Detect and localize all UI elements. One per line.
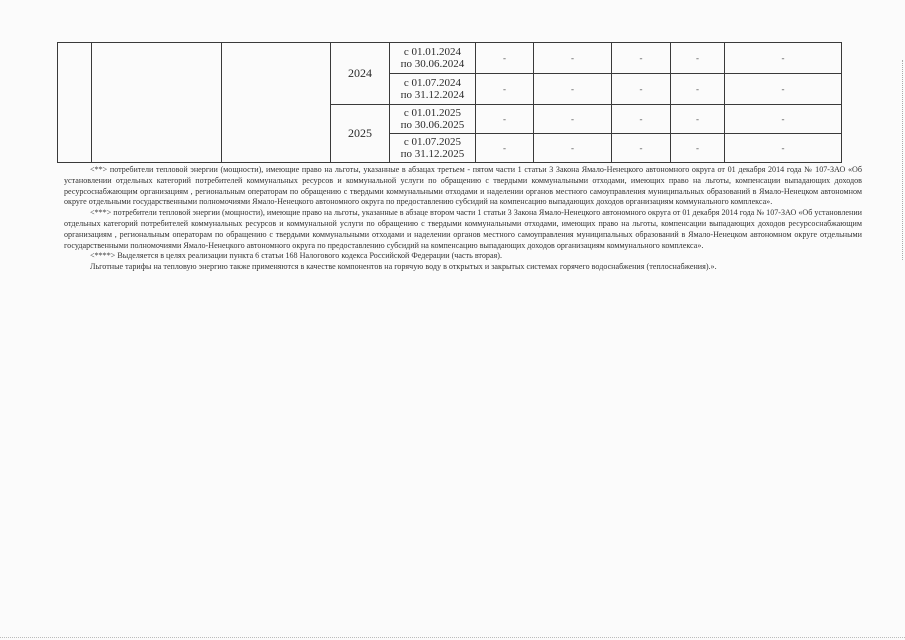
period-from: с 01.07.2024: [403, 77, 462, 89]
period-cell: [390, 74, 476, 105]
period-from: с 01.01.2025: [403, 107, 462, 119]
table-cell-empty: [92, 43, 222, 163]
table-row: [58, 43, 842, 74]
period-to: по 30.06.2025: [400, 119, 465, 131]
value-cell: -: [725, 134, 842, 163]
value-cell: -: [476, 74, 534, 105]
footnote-double-asterisk: <**> потребители тепловой энергии (мощности), имеющие право на льготы, указанные в абзацах третьем - пятом части 1 статьи 3 Закона Ямало-Ненецкого автономного округа от 01 декабря 2014 года № 107-ЗАО «Об установлении отдельных категорий потребителей коммунальных ресурсов и коммунальной услуги по обращению с твердыми коммунальными отходами, имеющих право на льготы, компенсации выпадающих доходов ресурсоснабжающим организациям , региональным операторам по обращению с твердыми коммунальными отходами и наделении органов местного самоуправления муниципальных образований в Ямало-Ненецком автономном округе отдельными государственными полномочиями Ямало-Ненецкого автономного округа по предоставлению субсидий на компенсацию выпадающих доходов организациям коммунального комплекса».: [64, 165, 862, 207]
scan-edge-bottom: [0, 636, 905, 638]
value-cell: -: [534, 105, 612, 134]
value-cell: -: [671, 74, 725, 105]
footnote-triple-asterisk: <***> потребители тепловой энергии (мощности), имеющие право на льготы, указанные в абзаце втором части 1 статьи 3 Закона Ямало-Ненецкого автономного округа от 01 декабря 2014 года № 107-ЗАО «Об установлении отдельных категорий потребителей коммунальных ресурсов и коммунальной услуги по обращению с твердыми коммунальными отходами, имеющих право на льготы, компенсации выпадающих доходов ресурсоснабжающим организациям , региональным операторам по обращению с твердыми коммунальными отходами и наделении органов местного самоуправления муниципальных образований в Ямало-Ненецком автономном округе отдельными государственными полномочиями Ямало-Ненецкого автономного округа по предоставлению субсидий на компенсацию выпадающих доходов организациям коммунального комплекса».: [64, 208, 862, 250]
period-to: по 31.12.2024: [400, 89, 465, 101]
table-cell-empty: [58, 43, 92, 163]
scan-edge-right: [901, 60, 903, 260]
period-cell: [390, 105, 476, 134]
period-from: с 01.01.2024: [403, 46, 462, 58]
footnote-closing: Льготные тарифы на тепловую энергию также применяются в качестве компонентов на горячую воду в открытых и закрытых системах горячего водоснабжения (теплоснабжения).».: [90, 262, 717, 272]
value-cell: -: [534, 74, 612, 105]
year-cell: 2024: [331, 43, 390, 105]
value-cell: -: [612, 105, 671, 134]
footnotes: [64, 165, 862, 273]
period-cell: [390, 134, 476, 163]
value-cell: -: [612, 134, 671, 163]
value-cell: -: [725, 43, 842, 74]
value-cell: -: [534, 134, 612, 163]
period-from: с 01.07.2025: [403, 136, 462, 148]
value-cell: -: [671, 43, 725, 74]
period-to: по 31.12.2025: [400, 148, 465, 160]
value-cell: -: [671, 134, 725, 163]
footnote-quad-asterisk: <****> Выделяется в целях реализации пункта 6 статьи 168 Налогового кодекса Российской Федерации (часть вторая).: [90, 251, 502, 261]
table-cell-empty: [222, 43, 331, 163]
period-cell: [390, 43, 476, 74]
value-cell: -: [476, 134, 534, 163]
value-cell: -: [476, 105, 534, 134]
value-cell: -: [612, 43, 671, 74]
value-cell: -: [725, 74, 842, 105]
period-to: по 30.06.2024: [400, 58, 465, 70]
value-cell: -: [534, 43, 612, 74]
tariff-table: [57, 42, 842, 163]
value-cell: -: [612, 74, 671, 105]
value-cell: -: [671, 105, 725, 134]
value-cell: -: [476, 43, 534, 74]
year-cell: 2025: [331, 105, 390, 163]
value-cell: -: [725, 105, 842, 134]
